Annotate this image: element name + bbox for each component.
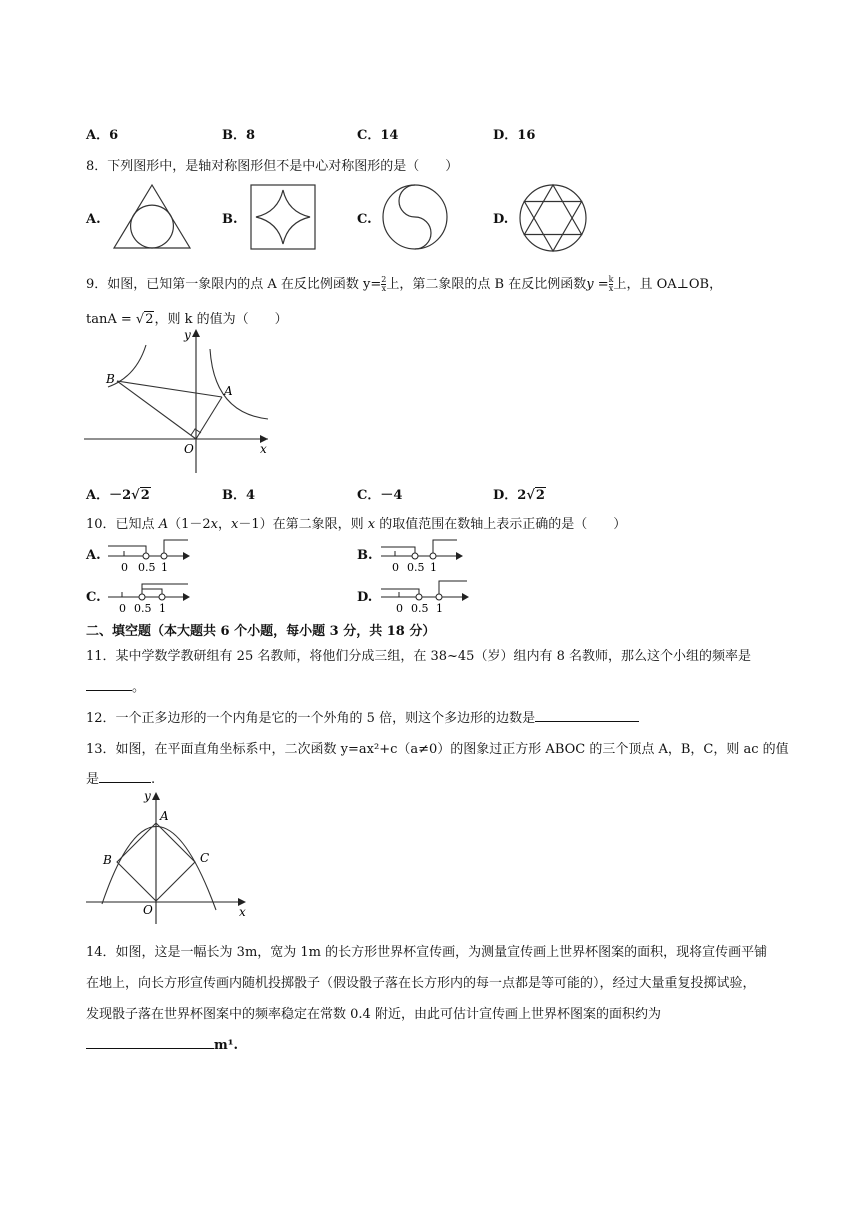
q9-point-b-label: B	[106, 372, 115, 386]
answer-blank[interactable]	[99, 768, 151, 783]
q10-point-a: A	[158, 517, 169, 532]
q14-line4	[86, 1034, 238, 1053]
q9-origin-label: O	[184, 442, 194, 456]
q11-line1: 11．某中学数学教研组有 25 名教师，将他们分成三组，在 38~45（岁）组内有 8 名教师，那么这个小组的频率是	[86, 649, 751, 664]
fraction-numerator: 2	[381, 275, 387, 284]
q10-stem-d: －1）在第二象限，则	[238, 517, 368, 532]
q9-tan: tanA =	[86, 312, 136, 327]
q9-sqrt-value: 2	[145, 312, 154, 327]
q13-point-c-label: C	[200, 851, 210, 865]
fraction-denominator: x	[608, 284, 614, 293]
q13-point-b-label: B	[103, 853, 112, 867]
option-text: 2	[517, 488, 527, 503]
q9-y-eq: y =	[586, 277, 609, 292]
q9-stem-b: 上，第二象限的点 B 在反比例函数	[386, 277, 587, 292]
tick-label-0-5: 0.5	[407, 561, 425, 574]
q10-var-x: x	[210, 517, 218, 532]
option-letter: B．	[222, 488, 246, 503]
q8-option-d-letter: D.	[493, 212, 509, 227]
option-text: －4	[380, 488, 403, 503]
q9-y-axis-label: y	[184, 328, 191, 342]
tick-label-1: 1	[436, 602, 443, 615]
q8-option-b-letter: B.	[222, 212, 238, 227]
q8-figure-c	[382, 184, 448, 250]
q10-var-x: x	[230, 517, 239, 532]
q8-option-c-letter: C.	[357, 212, 372, 227]
q13-x-axis-label: x	[239, 905, 246, 919]
q10-option-b-letter: B.	[357, 548, 373, 563]
option-letter: C．	[357, 488, 381, 503]
q13-y-axis-label: y	[144, 789, 151, 803]
q10-number-line-c	[108, 578, 192, 614]
q14-unit: m¹.	[214, 1038, 238, 1053]
q10-option-d-letter: D.	[357, 590, 373, 605]
tick-label-0: 0	[121, 561, 128, 574]
tick-label-0-5: 0.5	[411, 602, 429, 615]
option-text: 4	[246, 488, 256, 503]
q9-point-a-label: A	[224, 384, 233, 398]
option-text: 8	[246, 128, 256, 143]
q7-option-b	[222, 124, 255, 143]
answer-blank[interactable]	[535, 707, 639, 722]
q14-line1: 14．如图，这是一幅长为 3m，宽为 1m 的长方形世界杯宣传画，为测量宣传画上世界杯图案的面积，现将宣传画平铺	[86, 945, 768, 960]
option-text: 14	[380, 128, 399, 143]
q9-line2-b: ，则 k 的值为（ ）	[154, 312, 288, 327]
option-letter: A．	[86, 128, 110, 143]
q10-stem-a: 10．已知点	[86, 517, 159, 532]
q14-line3: 发现骰子落在世界杯图案中的频率稳定在常数 0.4 附近，由此可估计宣传画上世界杯图案的面积约为	[86, 1007, 661, 1022]
tick-label-0-5: 0.5	[138, 561, 156, 574]
q10-stem-b: （1－2	[168, 517, 211, 532]
option-text: －2	[109, 488, 132, 503]
q13-origin-label: O	[143, 903, 153, 917]
q7-option-d	[493, 124, 535, 143]
q9-option-a: A．－2√2	[86, 488, 150, 503]
q10-stem-e: 的取值范围在数轴上表示正确的是（ ）	[375, 517, 627, 532]
q9-figure	[84, 325, 274, 475]
q12-line	[86, 707, 639, 726]
tick-label-0: 0	[119, 602, 126, 615]
tick-label-0-5: 0.5	[134, 602, 152, 615]
q7-option-c	[357, 124, 398, 143]
q11-line2	[86, 676, 145, 695]
q10-option-c-letter: C.	[86, 590, 101, 605]
option-letter: D．	[493, 488, 518, 503]
fraction-numerator: k	[608, 275, 614, 284]
q8-stem: 8．下列图形中，是轴对称图形但不是中心对称图形的是（ ）	[86, 159, 459, 174]
q9-stem-c: 上，且 OA⊥OB，	[613, 277, 723, 292]
fraction-denominator: x	[381, 284, 387, 293]
q13-point-a-label: A	[160, 809, 169, 823]
q10-stem-c: ，	[217, 517, 231, 532]
option-sqrt: 2	[535, 488, 545, 503]
q10-var-x: x	[367, 517, 376, 532]
option-letter: B．	[222, 128, 246, 143]
tick-label-1: 1	[430, 561, 437, 574]
q9-x-axis-label: x	[260, 442, 267, 456]
q11-line2-end: 。	[132, 680, 146, 695]
q8-option-a-letter: A.	[86, 212, 101, 227]
q13-line2-start: 是	[86, 772, 100, 787]
q8-figure-b	[250, 184, 316, 250]
q10-stem	[86, 513, 626, 532]
q13-figure	[82, 786, 254, 926]
q9-line2: tanA = √2，则 k 的值为（ ）	[86, 312, 288, 327]
q14-line2: 在地上，向长方形宣传画内随机投掷骰子（假设骰子落在长方形内的每一点都是等可能的），经过大量重复投掷试验，	[86, 976, 756, 991]
q7-option-a	[86, 124, 118, 143]
q10-option-a-letter: A.	[86, 548, 101, 563]
q9-option-b	[222, 484, 255, 503]
tick-label-0: 0	[392, 561, 399, 574]
q9-option-d: D．2√2	[493, 488, 545, 503]
q13-line2-end: .	[151, 772, 156, 787]
q12-text: 12．一个正多边形的一个内角是它的一个外角的 5 倍，则这个多边形的边数是	[86, 711, 536, 726]
option-letter: A．	[86, 488, 110, 503]
q10-number-line-b	[381, 537, 465, 573]
q13-line1: 13．如图，在平面直角坐标系中，二次函数 y=ax²+c（a≠0）的图象过正方形 ABOC 的三个顶点 A，B，C，则 ac 的值	[86, 742, 789, 757]
option-text: 16	[517, 128, 536, 143]
answer-blank[interactable]	[86, 676, 132, 691]
q8-figure-d	[519, 184, 587, 252]
q9-stem	[86, 273, 722, 293]
option-letter: D．	[493, 128, 518, 143]
q10-number-line-a	[108, 537, 192, 573]
q9-option-c	[357, 484, 402, 503]
tick-label-1: 1	[159, 602, 166, 615]
option-sqrt: 2	[140, 488, 150, 503]
q9-stem-a: 9．如图，已知第一象限内的点 A 在反比例函数 y=	[86, 277, 382, 292]
tick-label-1: 1	[161, 561, 168, 574]
option-letter: C．	[357, 128, 381, 143]
answer-blank[interactable]	[86, 1034, 214, 1049]
q8-figure-a	[112, 184, 192, 250]
option-text: 6	[109, 128, 119, 143]
q13-line2	[86, 768, 155, 787]
section-heading: 二、填空题（本大题共 6 个小题，每小题 3 分，共 18 分）	[86, 624, 436, 639]
tick-label-0: 0	[396, 602, 403, 615]
q10-number-line-d	[381, 578, 471, 614]
